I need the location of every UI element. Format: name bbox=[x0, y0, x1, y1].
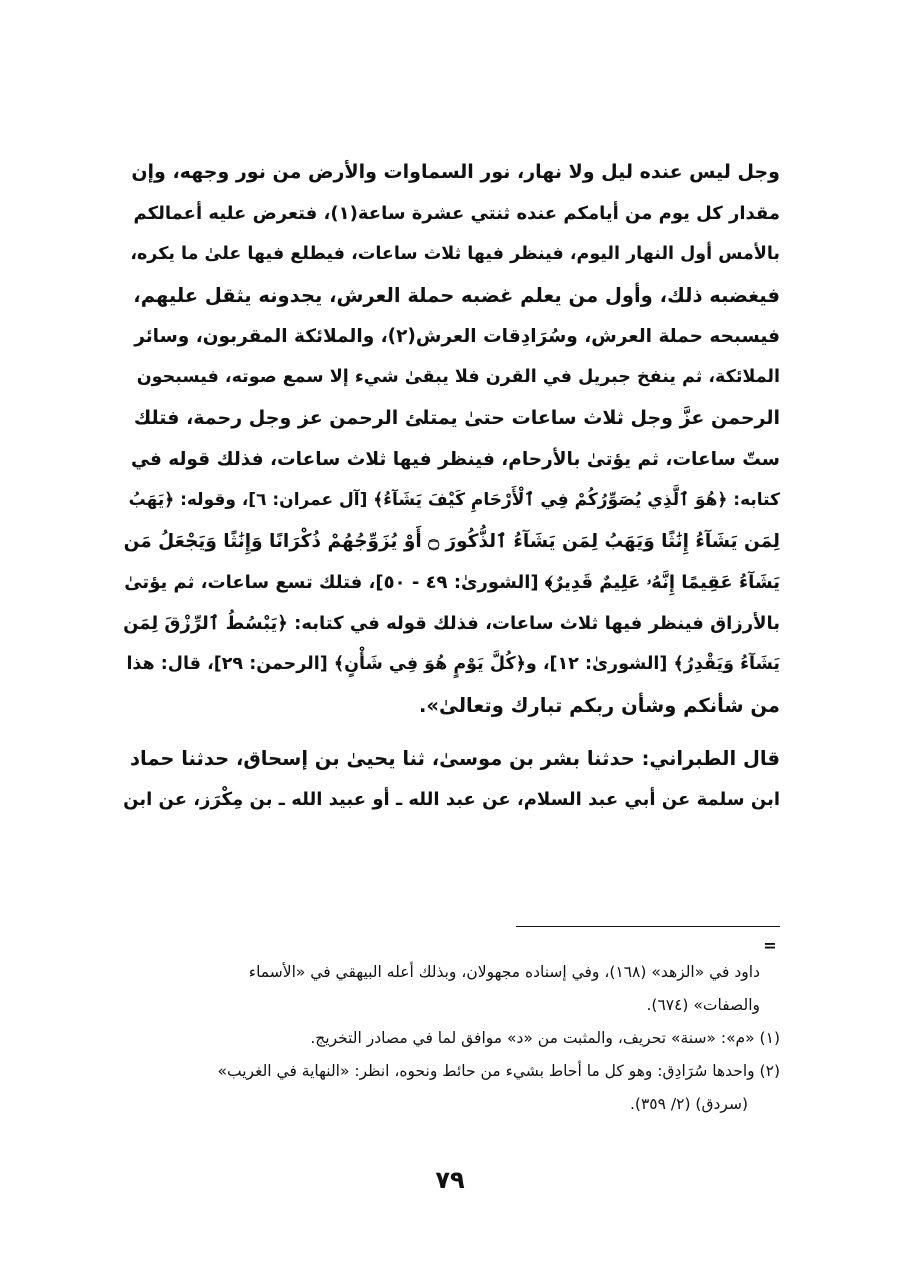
footnote-1: (١) «م»: «سنة» تحريف، والمثبت من «د» موافق لما في مصادر التخريج. bbox=[310, 1029, 780, 1047]
text-line: الملائكة، ثم ينفخ جبريل في القرن فلا يبقىٰ شيء إلا سمع صوته، فيسبحون bbox=[136, 367, 780, 387]
paragraph-1 bbox=[120, 152, 780, 726]
text-line: لِمَن يَشَآءُ إِنَٰثًا وَيَهَبُ لِمَن يَشَآءُ ٱلذُّكُورَ ۝ أَوْ يُزَوِّجُهُمْ ذُكْرَانًا وَإِنَٰثًا وَيَجْعَلُ مَن bbox=[123, 531, 780, 552]
footnote-separator bbox=[516, 926, 780, 927]
text-line: بالأرزاق فينظر فيها ثلاث ساعات، فذلك قوله في كتابه: ﴿يَبْسُطُ ٱلرِّزْقَ لِمَن bbox=[123, 613, 780, 634]
text-line: من شأنكم وشأن ربكم تبارك وتعالىٰ». bbox=[419, 694, 780, 717]
paragraph-2 bbox=[120, 738, 780, 820]
footnotes bbox=[120, 956, 780, 1121]
text-line: وجل ليس عنده ليل ولا نهار، نور السماوات والأرض من نور وجهه، وإن bbox=[131, 161, 780, 183]
footnote-2-continued: (سردق) (٢/ ٣٥٩). bbox=[630, 1095, 748, 1113]
footnote-continued-line: والصفات» (٦٧٤). bbox=[646, 996, 760, 1014]
text-line: مقدار كل يوم من أيامكم عنده ثنتي عشرة ساعة(١)، فتعرض عليه أعمالكم bbox=[133, 203, 780, 224]
footnote-continuation-mark: = bbox=[763, 936, 777, 955]
page-number: ٧٩ bbox=[435, 1166, 465, 1194]
text-line: فيسبحه حملة العرش، وسُرَادِقات العرش(٢)، والملائكة المقربون، وسائر bbox=[134, 326, 780, 347]
text-line: ابن سلمة عن أبي عبد السلام، عن عبد الله ـ أو عبيد الله ـ بن مِكْرَز، عن ابن bbox=[123, 789, 780, 810]
text-line: ستّ ساعات، ثم يؤتىٰ بالأرحام، فينظر فيها ثلاث ساعات، فذلك قوله في bbox=[131, 449, 780, 470]
text-line: كتابه: ﴿هُوَ ٱلَّذِي يُصَوِّرُكُمْ فِي ٱلْأَرْحَامِ كَيْفَ يَشَآءُ﴾ [آل عمران: ٦]، وقوله: ﴿يَهَبُ bbox=[128, 490, 780, 510]
text-line: فيغضبه ذلك، وأول من يعلم غضبه حملة العرش، يجدونه يثقل عليهم، bbox=[133, 284, 780, 307]
footnote-continued-line: داود في «الزهد» (١٦٨)، وفي إسناده مجهولان، وبذلك أعله البيهقي في «الأسماء bbox=[248, 963, 760, 981]
text-line: الرحمن عزَّ وجل ثلاث ساعات حتىٰ يمتلئ الرحمن عز وجل رحمة، فتلك bbox=[133, 407, 780, 429]
text-line: يَشَآءُ عَقِيمًا إِنَّهُۥ عَلِيمٌ قَدِيرٌ﴾ [الشورىٰ: ٤٩ - ٥٠]، فتلك تسع ساعات، ثم يؤتىٰ bbox=[124, 572, 780, 593]
paragraph-gap bbox=[120, 726, 780, 738]
footnote-2: (٢) واحدها سُرَادِق: وهو كل ما أحاط بشيء من حائط ونحوه، انظر: «النهاية في الغريب» bbox=[217, 1062, 780, 1080]
text-line: يَشَآءُ وَيَقْدِرُ﴾ [الشورىٰ: ١٢]، و﴿كُلَّ يَوْمٍ هُوَ فِي شَأْنٍ﴾ [الرحمن: ٢٩]، قال: هذا bbox=[126, 654, 780, 674]
text-line: بالأمس أول النهار اليوم، فينظر فيها ثلاث ساعات، فيطلع فيها علىٰ ما يكره، bbox=[130, 244, 780, 264]
main-text bbox=[120, 152, 780, 820]
text-line: قال الطبراني: حدثنا بشر بن موسىٰ، ثنا يحيىٰ بن إسحاق، حدثنا حماد bbox=[129, 747, 780, 770]
